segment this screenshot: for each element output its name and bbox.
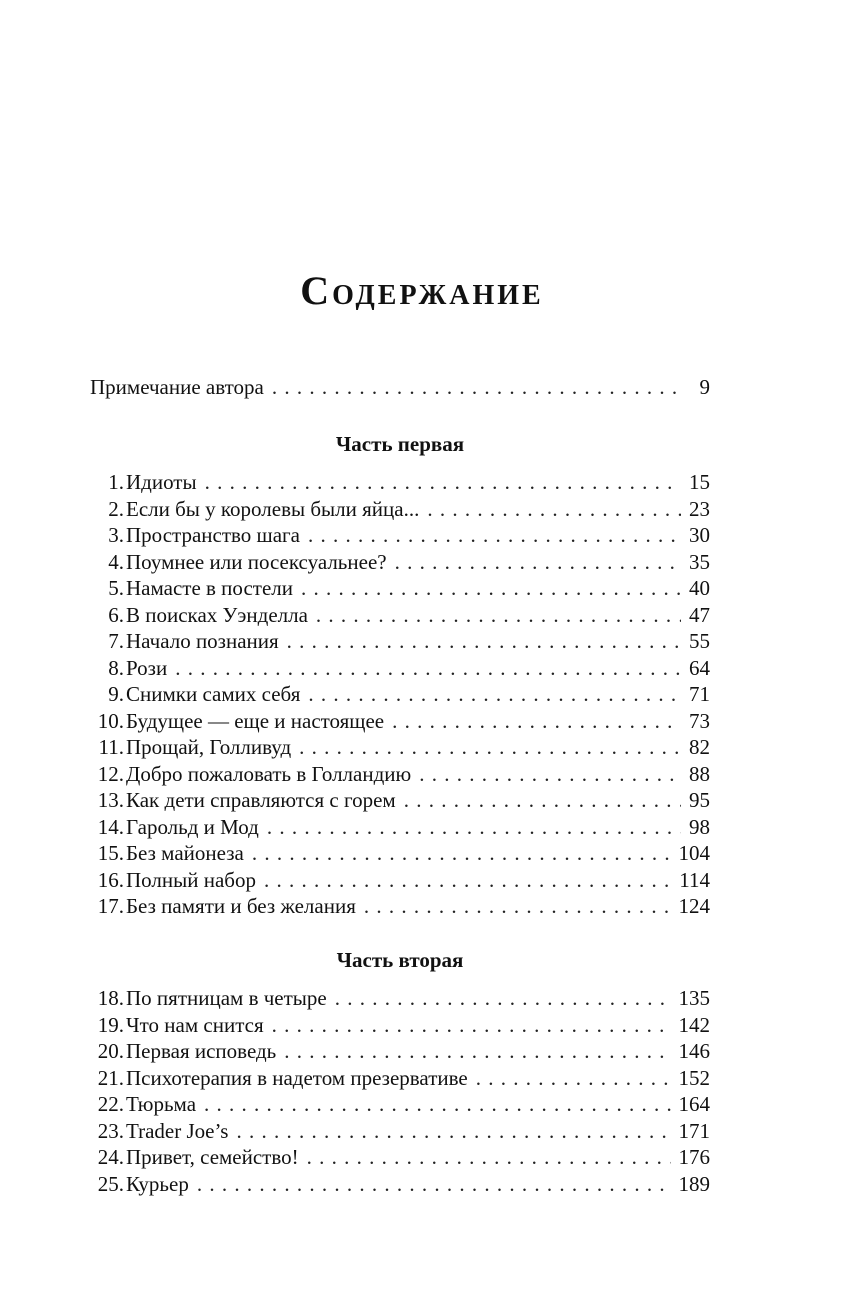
chapter-title: Без памяти и без желания (126, 894, 356, 918)
chapter-title: Рози (126, 655, 168, 680)
dot-leader (395, 549, 681, 576)
toc-entry-chapter[interactable] (90, 469, 710, 496)
chapter-number: 7. (108, 629, 124, 653)
chapter-title: Что нам снится (126, 1012, 264, 1037)
toc-entry-chapter[interactable] (90, 549, 710, 576)
dot-leader (299, 734, 681, 761)
chapter-page: 152 (678, 1065, 710, 1090)
chapter-page: 104 (678, 841, 710, 865)
dot-leader (316, 602, 681, 629)
toc-entry-chapter[interactable] (90, 1171, 710, 1198)
part-one-heading: Часть первая (335, 432, 465, 456)
chapter-number: 1. (108, 470, 124, 494)
dot-leader (236, 1118, 670, 1145)
chapter-page: 30 (689, 523, 710, 547)
toc-entry-chapter[interactable] (90, 814, 710, 841)
chapter-number: 22. (97, 1092, 124, 1116)
chapter-title: Гарольд и Мод (126, 814, 259, 839)
chapter-number: 2. (108, 496, 124, 521)
chapter-title: Психотерапия в надетом презервативе (126, 1065, 468, 1090)
toc-entry-chapter[interactable] (90, 787, 710, 814)
dot-leader (205, 469, 681, 496)
chapter-page: 71 (689, 682, 710, 706)
toc-entry-chapter[interactable] (90, 1012, 710, 1039)
toc-entry-chapter[interactable] (90, 522, 710, 549)
chapter-page: 47 (689, 602, 710, 627)
chapter-page: 82 (689, 735, 710, 759)
chapter-page: 189 (678, 1171, 710, 1196)
chapter-page: 142 (678, 1012, 710, 1037)
dot-leader (308, 681, 681, 708)
chapter-title: Курьер (126, 1171, 189, 1196)
chapter-title: Первая исповедь (126, 1039, 277, 1063)
chapter-title: Поумнее или посексуальнее? (126, 549, 387, 574)
chapter-number: 13. (97, 788, 124, 812)
toc-entry-chapter[interactable] (90, 985, 710, 1012)
chapter-number: 3. (108, 523, 124, 547)
chapter-page: 35 (689, 549, 710, 574)
page-title: Содержание (300, 268, 544, 313)
toc-entry-chapter[interactable] (90, 628, 710, 655)
toc-entry-chapter[interactable] (90, 655, 710, 682)
dot-leader (204, 1091, 670, 1118)
toc-entry-chapter[interactable] (90, 602, 710, 629)
chapter-number: 15. (97, 841, 124, 865)
dot-leader (307, 1144, 671, 1171)
dot-leader (301, 575, 681, 602)
chapter-number: 24. (97, 1145, 124, 1169)
toc-entry-chapter[interactable] (90, 708, 710, 735)
chapter-number: 6. (108, 602, 124, 627)
chapter-number: 23. (97, 1118, 124, 1143)
chapter-title: Пространство шага (126, 523, 300, 547)
dot-leader (364, 893, 671, 920)
chapter-title: Добро пожаловать в Голландию (126, 761, 412, 786)
toc-entry-chapter[interactable] (90, 1091, 710, 1118)
chapter-page: 164 (678, 1092, 710, 1116)
dot-leader (197, 1171, 671, 1198)
chapter-page: 135 (678, 986, 710, 1010)
chapter-number: 4. (108, 549, 124, 574)
dot-leader (476, 1065, 671, 1092)
chapter-number: 5. (108, 576, 124, 600)
chapter-number: 11. (98, 735, 124, 759)
chapter-page: 40 (689, 576, 710, 600)
dot-leader (284, 1038, 670, 1065)
chapter-number: 18. (97, 986, 124, 1010)
dot-leader (267, 814, 681, 841)
part-two-heading: Часть вторая (336, 948, 464, 972)
dot-leader (272, 374, 682, 401)
chapter-page: 88 (689, 761, 710, 786)
toc-entry-author-note[interactable] (90, 374, 710, 401)
toc-entry-chapter[interactable] (90, 1118, 710, 1145)
chapter-page: 23 (689, 496, 710, 521)
chapter-number: 12. (97, 761, 124, 786)
toc-entry-chapter[interactable] (90, 893, 710, 920)
dot-leader (392, 708, 681, 735)
chapter-number: 20. (97, 1039, 124, 1063)
chapter-page: 176 (678, 1145, 710, 1169)
dot-leader (287, 628, 681, 655)
chapter-number: 8. (108, 655, 124, 680)
toc-entry-chapter[interactable] (90, 1038, 710, 1065)
toc-entry-chapter[interactable] (90, 575, 710, 602)
chapter-title: Как дети справляются с горем (126, 788, 396, 812)
chapter-title: Тюрьма (126, 1092, 197, 1116)
chapter-number: 17. (97, 894, 124, 918)
chapter-title: Без майонеза (126, 841, 244, 865)
toc-entry-chapter[interactable] (90, 681, 710, 708)
chapter-page: 124 (678, 894, 710, 918)
chapter-title: Начало познания (126, 629, 279, 653)
chapter-number: 25. (97, 1171, 124, 1196)
chapter-title: Идиоты (126, 470, 197, 494)
chapter-title: Намасте в постели (126, 576, 293, 600)
dot-leader (264, 867, 671, 894)
chapter-page: 15 (689, 470, 710, 494)
toc-entry-chapter[interactable] (90, 1144, 710, 1171)
chapter-number: 14. (97, 814, 124, 839)
dot-leader (308, 522, 681, 549)
chapter-title: Trader Joe’s (126, 1118, 229, 1143)
chapter-page: 171 (678, 1118, 710, 1143)
dot-leader (419, 761, 681, 788)
chapter-number: 16. (97, 867, 124, 892)
chapter-number: 19. (97, 1012, 124, 1037)
chapter-title: В поисках Уэнделла (126, 602, 308, 627)
chapter-number: 21. (97, 1065, 124, 1090)
chapter-page: 64 (689, 655, 710, 680)
chapter-number: 10. (97, 708, 124, 733)
chapter-title: Прощай, Голливуд (126, 735, 292, 759)
chapter-title: Будущее — еще и настоящее (126, 708, 385, 733)
chapter-page: 73 (689, 708, 710, 733)
chapter-page: 98 (689, 814, 710, 839)
toc-entry-chapter[interactable] (90, 840, 710, 867)
dot-leader (427, 496, 681, 523)
dot-leader (404, 787, 681, 814)
chapter-page: 146 (678, 1039, 710, 1063)
toc-entry-chapter[interactable] (90, 734, 710, 761)
chapter-page: 55 (689, 629, 710, 653)
toc-entry-chapter[interactable] (90, 1065, 710, 1092)
toc-entry-chapter[interactable] (90, 496, 710, 523)
dot-leader (175, 655, 681, 682)
dot-leader (272, 1012, 671, 1039)
chapter-page: 95 (689, 788, 710, 812)
dot-leader (335, 985, 671, 1012)
chapter-number: 9. (108, 682, 124, 706)
toc-entry-page: 9 (699, 375, 710, 399)
toc-entry-chapter[interactable] (90, 761, 710, 788)
toc-entry-label: Примечание автора (90, 375, 264, 399)
dot-leader (252, 840, 671, 867)
chapter-title: По пятницам в четыре (126, 986, 327, 1010)
chapter-title: Полный набор (126, 867, 256, 892)
chapter-title: Привет, семейство! (126, 1145, 299, 1169)
chapter-title: Снимки самих себя (126, 682, 301, 706)
chapter-title: Если бы у королевы были яйца... (126, 496, 420, 521)
chapter-page: 114 (679, 867, 710, 892)
toc-entry-chapter[interactable] (90, 867, 710, 894)
